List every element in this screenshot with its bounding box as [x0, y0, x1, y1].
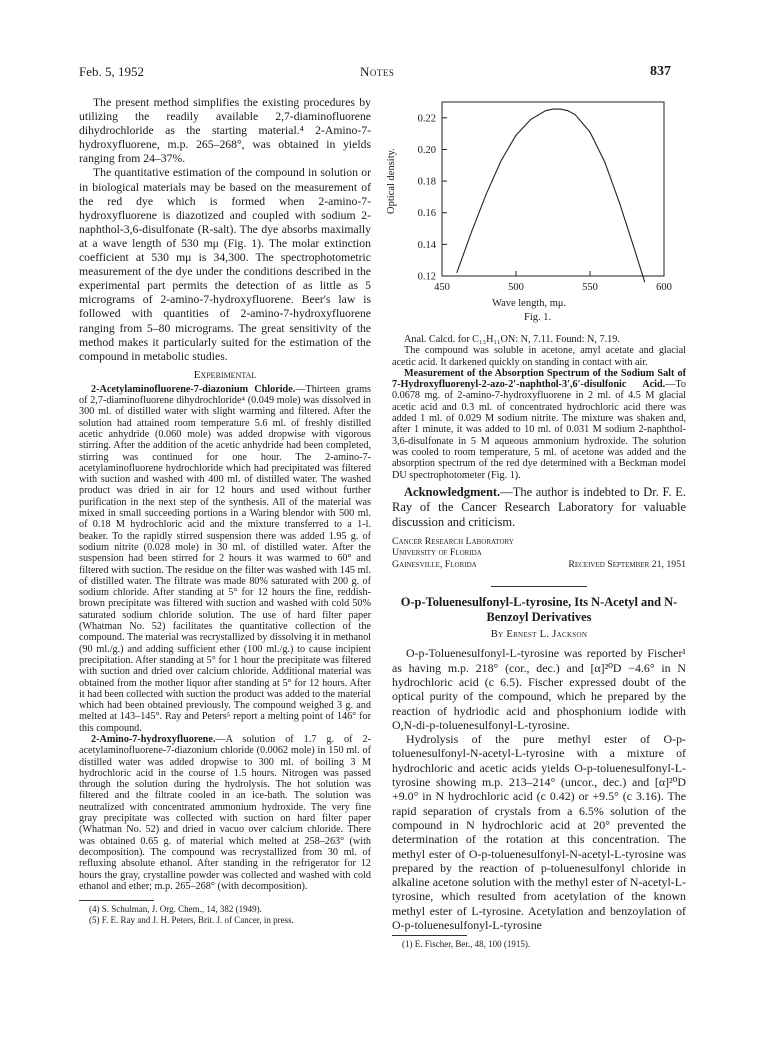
plot-frame: [442, 102, 664, 276]
footnote-divider: [79, 900, 154, 901]
absorption-spectrum-chart: [392, 94, 692, 304]
right-column: [392, 334, 686, 950]
acknowledgment-text: —The author is indebted to Dr. F. E. Ray of the Cancer Research Laboratory for valuable discussion and criticism.: [392, 484, 686, 529]
footnote: (5) F. E. Ray and J. H. Peters, Brit. J. of Cancer, in press.: [89, 915, 294, 926]
x-tick-label: 500: [508, 282, 524, 293]
article-paragraph-2: Hydrolysis of the pure methyl ester of O-p-toluenesulfonyl-N-acetyl-L-tyrosine with a mixture of hydrochloric and acetic acids yields O-p-toluenesulfonyl-L-tyrosine showing m.p. 213–214° (uncor., dec.) and [α]²⁰D +9.0° in N hydrochloric acid (c 0.42) or +9.5° (c 3.16). The rapid separation of crystals from a 6.5% solution of the compound in N hydrochloric acid at 20° prevented the determination of the rotation at this concentration. The methyl ester of O-p-toluenesulfonyl-N-acetyl-L-tyrosine was prepared by the reaction of p-toluenesulfonyl chloride in alkaline acetone solution with the methyl ester of N-acetyl-L-tyrosine, which resulted from acetylation of the known methyl ester of L-tyrosine. Acetylation and benzoylation of O-p-toluenesulfonyl-L-tyrosine: [392, 732, 686, 932]
measurement-text: —To 0.0678 mg. of 2-amino-7-hydroxyfluorene in 2 ml. of 4.5 M glacial acetic acid and 0.3 ml. of concentrated hydrochloric acid there was added 1 ml. of 0.029 M sodium nitrite. The mixture was shaken and, after 1 minute, it was added to 10 ml. of 0.031 M sodium 2-naphthol-3,6-disulfonate in 5 M aqueous ammonium hydroxide. The solution was cooled to room temperature, 5 ml. of acetone was added and the absorption spectrum of the red dye determined with a Beckman model DU spectrophotometer (Fig. 1).: [392, 379, 686, 481]
address-line: University of Florida: [392, 547, 482, 559]
figure-caption: Fig. 1.: [524, 312, 552, 323]
measurement-paragraph: [392, 368, 686, 481]
analysis-line: Anal. Calcd. for C₁₃H₁₁ON: N, 7.11. Found: N, 7.19.: [404, 334, 620, 345]
y-tick-label: 0.16: [417, 208, 436, 220]
exp2-text: —A solution of 1.7 g. of 2-acetylaminofluorene-7-diazonium chloride (0.0062 mole) in 150 ml. of distilled water was added dropwise to 300 ml. of boiling 3 M hydrochloric acid in the course of 1.5 hours. Nitrogen was passed through the solution during the hydrolysis. The hot solution was filtered and the filtrate cooled in an ice-bath. The solution was neutralized with concentrated ammonium hydroxide. The very fine gray precipitate was collected with suction on hard filter paper (Whatman No. 52) and dried in vacuo over calcium chloride. There was obtained 0.65 g. of material which melted at 258–263° (with decomposition). The compound was recrystallized from 30 ml. of refluxing absolute ethanol. After standing in the refrigerator for 12 hours the gray, crystalline powder was collected and washed with cold ethanol and ether; m.p. 265–268° (with decomposition).: [79, 733, 371, 892]
intro-paragraph: The present method simplifies the existing procedures by utilizing the readily available 2,7-diaminofluorene dihydrochloride as the starting material.⁴ 2-Amino-7-hydroxyfluorene, m.p. 265–268°, was obtained in yields ranging from 24–37%.: [79, 96, 371, 166]
footnote: (1) E. Fischer, Ber., 48, 100 (1915).: [402, 939, 531, 950]
x-tick-label: 550: [582, 282, 598, 293]
intro-paragraph: The quantitative estimation of the compound in solution or in biological materials may be based on the measurement of the red dye which is formed when 2-amino-7-hydroxyfluorene is diazotized and coupled with sodium 2-naphthol-3,6-disulfonate (R-salt). The dye absorbs maximally at a wave length of 530 mμ (Fig. 1). The molar extinction coefficient at 530 mμ is 34,300. The spectrophotometric measurement of the dye under the conditions described in the experimental part permits the detection of as little as 5 micrograms of 2-amino-7-hydroxyfluorene. Beer's law is followed with quantities of 2-amino-7-hydroxyfluorene ranging from 5–80 micrograms. The great sensitivity of the method makes it particularly suited for the estimation of the compound in metabolic studies.: [79, 166, 371, 363]
running-header-date: Feb. 5, 1952: [79, 64, 144, 79]
address-line: Cancer Research Laboratory: [392, 535, 514, 547]
article-byline: By Ernest L. Jackson: [490, 629, 588, 641]
footnote-divider: [392, 935, 467, 936]
acknowledgment-title: Acknowledgment.: [404, 484, 501, 499]
y-tick-label: 0.18: [417, 176, 436, 188]
exp2-title: 2-Amino-7-hydroxyfluorene.: [91, 733, 216, 745]
running-header-section: Notes: [360, 64, 395, 79]
x-tick-label: 450: [434, 282, 450, 293]
page-number: 837: [650, 64, 671, 79]
chart-x-axis-label: Wave length, mμ.: [492, 298, 567, 309]
y-tick-label: 0.20: [417, 144, 436, 156]
figure-1: [386, 94, 692, 332]
article-divider: [491, 586, 587, 587]
article-paragraph-1: O-p-Toluenesulfonyl-L-tyrosine was reported by Fischer¹ as having m.p. 218° (cor., dec.) and [α]²⁰D −4.6° in N hydrochloric acid (c 6.5). Fischer expressed doubt of the optical purity of the compound, which he prepared by the reaction of hydriodic acid and phosphonium iodide with O,N-di-p-toluenesulfonyl-L-tyrosine.: [392, 646, 686, 732]
measurement-title: Measurement of the Absorption Spectrum of the Sodium Salt of 7-Hydroxyfluorenyl-2-azo-2′-naphthol-3′,6′-disulfonic Acid.: [392, 367, 686, 391]
exp1-text: —Thirteen grams of 2,7-diaminofluorene dihydrochloride⁴ (0.049 mole) was dissolved in 300 ml. of distilled water with slight warming and filtered. After the solution had attained room temperature 5.6 ml. of freshly distilled acetic anhydride (0.060 mole) was added dropwise with vigorous stirring. After the addition of the acetic anhydride had been completed, stirring was continued for one hour. The 2-amino-7-acetylaminofluorene hydrochloride which had precipitated was filtered with suction and washed with 400 ml. of distilled water. The washed product was dried in air for 12 hours and used without further purification in the next step of the synthesis. All of the material was mixed in small succeeding portions in a Waring blendor with 500 ml. of 0.18 M hydrochloric acid and the mixture transferred to a 1-l. beaker. To the rapidly stirred suspension there was added 1.95 g. of sodium nitrite (0.028 mole) in 30 ml. of distilled water. After the suspension had been stirred for 2 hours it was warmed to 60° and filtered with suction. The residue on the filter was washed with 145 ml. of distilled water. The filtrate was made 80% saturated with 200 g. of sodium chloride. After standing at 5° for 12 hours the fine, reddish-brown precipitate was filtered with suction and washed with cold 50% saturated sodium chloride solution. The use of hard filter paper (Whatman No. 52) facilitates the quantitative collection of the compound. The material was recrystallized by dissolving it in methanol (90 ml./g.) and adding sufficient ether (100 ml./g.) to cause incipient precipitation. After standing at 5° for 1 hour the precipitate was filtered with suction and dried over calcium chloride. Additional material was obtained from the mother liquor after standing at 5° for 12 hours. After it had been collected with suction the product was added to the material which had been obtained previously. The compound weighed 3 g. and melted at 143–145°. Ray and Peters⁵ report a melting point of 146° for this compound.: [79, 383, 372, 734]
footnote: (4) S. Schulman, J. Org. Chem., 14, 382 (1949).: [89, 904, 262, 915]
y-tick-label: 0.14: [417, 239, 436, 251]
y-tick-label: 0.22: [417, 113, 436, 125]
address-row: [392, 559, 686, 571]
address-line: Gainesville, Florida: [392, 558, 477, 570]
y-tick-label: 0.12: [417, 271, 436, 283]
experimental-heading: Experimental: [193, 368, 257, 381]
acknowledgment-paragraph: [392, 485, 686, 530]
received-date: Received September 21, 1951: [568, 558, 686, 570]
exp1-title: 2-Acetylaminofluorene-7-diazonium Chloride.: [91, 383, 296, 395]
experimental-paragraph-2: [79, 734, 371, 892]
solubility-paragraph: The compound was soluble in acetone, amyl acetate and glacial acetic acid. It darkened quickly on standing in contact with air.: [392, 345, 686, 368]
experimental-paragraph-1: [79, 384, 371, 734]
spectrum-line: [457, 109, 645, 282]
left-column: [79, 96, 371, 926]
x-tick-label: 600: [656, 282, 672, 293]
address-block: [392, 536, 686, 571]
article-title: O-p-Toluenesulfonyl-L-tyrosine, Its N-Acetyl and N-Benzoyl Derivatives: [400, 595, 678, 625]
chart-y-axis-label: Optical density.: [386, 148, 397, 214]
